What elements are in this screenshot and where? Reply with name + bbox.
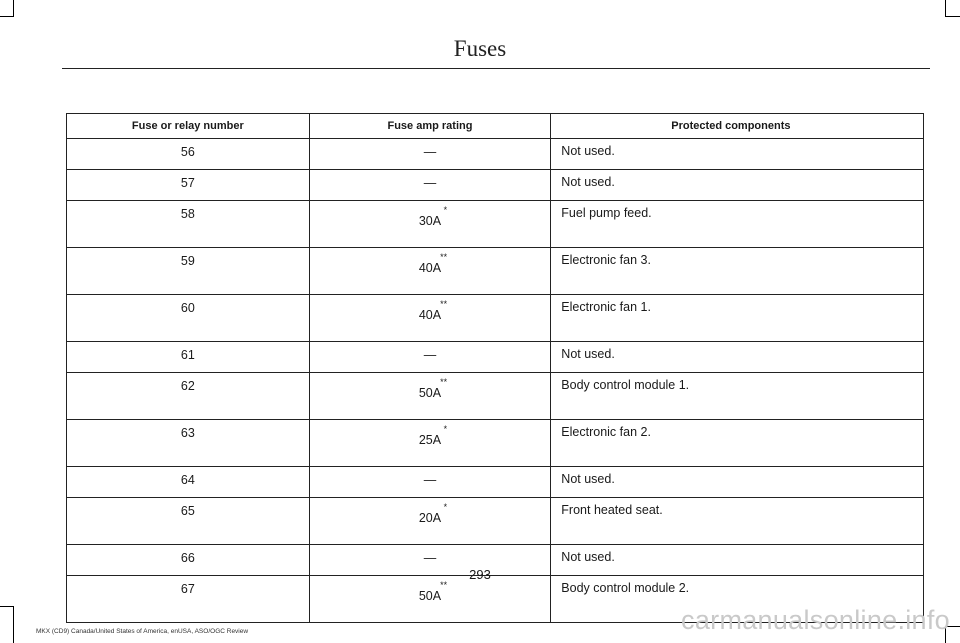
fuse-number: 57 [67, 170, 310, 201]
fuse-amp [309, 373, 551, 420]
fuse-number: 66 [67, 545, 310, 576]
amp-footnote-mark: ** [440, 580, 448, 590]
fuse-number: 63 [67, 420, 310, 467]
fuse-table [66, 113, 924, 623]
fuse-component: Body control module 1. [551, 373, 924, 420]
fuse-number: 62 [67, 373, 310, 420]
table-row [67, 248, 924, 295]
fuse-amp [309, 170, 551, 201]
table-row [67, 373, 924, 420]
crop-mark-bottom-left-v [13, 606, 14, 643]
fuse-amp [309, 295, 551, 342]
amp-value: 20A [418, 511, 442, 525]
amp-value: — [423, 176, 437, 190]
page-title: Fuses [453, 36, 507, 61]
amp-value: 50A [418, 386, 442, 400]
fuse-amp [309, 576, 551, 623]
fuse-component: Not used. [551, 139, 924, 170]
amp-value: 30A [418, 214, 442, 228]
document-info: MKX (CD9) Canada/United States of America, enUSA, ASO/OGC Review [36, 628, 249, 635]
amp-value: — [423, 473, 437, 487]
table-row [67, 201, 924, 248]
fuse-amp [309, 139, 551, 170]
amp-value: 40A [418, 261, 442, 275]
watermark-link[interactable]: carmanualsonline.info [681, 605, 950, 635]
fuse-component: Electronic fan 1. [551, 295, 924, 342]
fuse-component: Electronic fan 2. [551, 420, 924, 467]
fuse-number: 56 [67, 139, 310, 170]
amp-footnote-mark: * [443, 424, 448, 434]
crop-mark-top-right-v [945, 0, 946, 16]
table-row [67, 420, 924, 467]
amp-value: 25A [418, 433, 442, 447]
column-header-number: Fuse or relay number [67, 114, 310, 139]
column-header-amp: Fuse amp rating [309, 114, 551, 139]
fuse-component: Not used. [551, 170, 924, 201]
fuse-number: 65 [67, 498, 310, 545]
fuse-component: Not used. [551, 467, 924, 498]
amp-value: 40A [418, 308, 442, 322]
table-row [67, 295, 924, 342]
table-row [67, 170, 924, 201]
fuse-component: Body control module 2. [551, 576, 924, 623]
fuse-component: Fuel pump feed. [551, 201, 924, 248]
crop-mark-bottom-left-h [0, 606, 14, 607]
amp-footnote-mark: * [443, 205, 448, 215]
column-header-components: Protected components [551, 114, 924, 139]
fuse-amp [309, 498, 551, 545]
crop-mark-top-right-h [945, 16, 960, 17]
fuse-amp [309, 467, 551, 498]
amp-value: — [423, 145, 437, 159]
fuse-component: Not used. [551, 545, 924, 576]
amp-footnote-mark: * [443, 502, 448, 512]
fuse-number: 64 [67, 467, 310, 498]
fuse-amp [309, 420, 551, 467]
fuse-component: Front heated seat. [551, 498, 924, 545]
fuse-number: 67 [67, 576, 310, 623]
fuse-number: 60 [67, 295, 310, 342]
fuse-amp [309, 248, 551, 295]
amp-footnote-mark: ** [440, 252, 448, 262]
amp-value: — [423, 348, 437, 362]
fuse-number: 61 [67, 342, 310, 373]
fuse-amp [309, 201, 551, 248]
table-row [67, 342, 924, 373]
amp-footnote-mark: ** [440, 299, 448, 309]
page-number: 293 [469, 567, 491, 582]
amp-footnote-mark: ** [440, 377, 448, 387]
crop-mark-top-left-v [13, 0, 14, 16]
header-divider [62, 68, 930, 69]
table-row [67, 467, 924, 498]
amp-value: — [423, 551, 437, 565]
table-row [67, 498, 924, 545]
fuse-number: 58 [67, 201, 310, 248]
fuse-number: 59 [67, 248, 310, 295]
crop-mark-top-left-h [0, 16, 14, 17]
fuse-component: Not used. [551, 342, 924, 373]
table-header-row [67, 114, 924, 139]
amp-value: 50A [418, 589, 442, 603]
fuse-component: Electronic fan 3. [551, 248, 924, 295]
table-row [67, 139, 924, 170]
fuse-amp [309, 342, 551, 373]
